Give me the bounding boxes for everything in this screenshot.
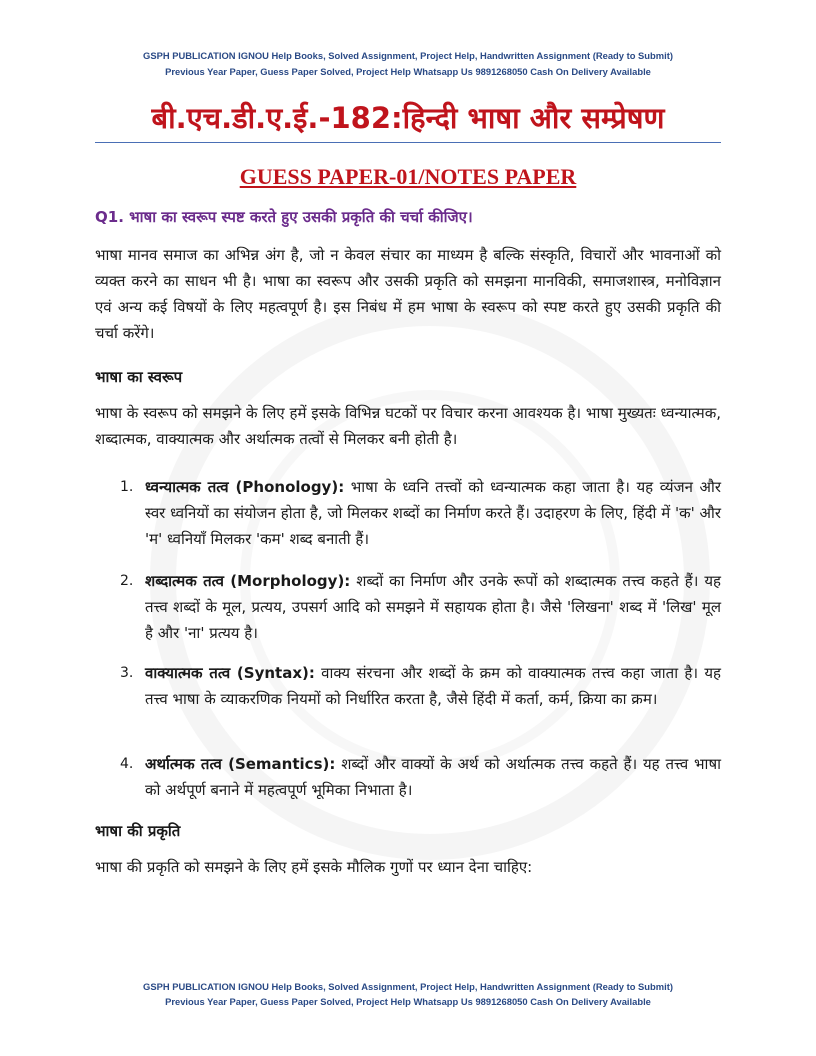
- list-item-number: 4.: [120, 756, 134, 772]
- footer-line-2: Previous Year Paper, Guess Paper Solved, Project Help Whatsapp Us 9891268050 Cash On Delivery Available: [165, 996, 651, 1007]
- list-item-text: वाक्य संरचना और शब्दों के क्रम को वाक्यात्मक तत्त्व कहा जाता है। यह तत्त्व भाषा के व्याकरणिक नियमों को निर्धारित करता है, जैसे हिंदी में कर्ता, कर्म, क्रिया का क्रम।: [145, 664, 721, 708]
- question-heading: Q1. भाषा का स्वरूप स्पष्ट करते हुए उसकी प्रकृति की चर्चा कीजिए।: [95, 208, 473, 226]
- list-item-term: वाक्यात्मक तत्व (Syntax):: [145, 664, 315, 682]
- header-line-1: GSPH PUBLICATION IGNOU Help Books, Solved Assignment, Project Help, Handwritten Assignment (Ready to Submit): [143, 50, 673, 61]
- title-divider: [95, 142, 721, 143]
- list-item-number: 1.: [120, 479, 134, 495]
- section-structure-intro: भाषा के स्वरूप को समझने के लिए हमें इसके विभिन्न घटकों पर विचार करना आवश्यक है। भाषा मुख्यतः ध्वन्यात्मक, शब्दात्मक, वाक्यात्मक और अर्थात्मक तत्वों से मिलकर बनी होती है।: [95, 404, 721, 448]
- list-item-term: शब्दात्मक तत्व (Morphology):: [145, 572, 351, 590]
- list-item-text: शब्दों का निर्माण और उनके रूपों को शब्दात्मक तत्त्व कहते हैं। यह तत्त्व शब्दों के मूल, प्रत्यय, उपसर्ग आदि को समझने में सहायक होता है। जैसे 'लिखना' शब्द में 'लिख' मूल है और 'ना' प्रत्यय है।: [145, 572, 721, 642]
- list-item-term: ध्वन्यात्मक तत्व (Phonology):: [145, 478, 345, 496]
- section-nature-intro: भाषा की प्रकृति को समझने के लिए हमें इसके मौलिक गुणों पर ध्यान देना चाहिए:: [95, 858, 533, 876]
- list-item-body: [145, 660, 721, 712]
- list-item-term: अर्थात्मक तत्व (Semantics):: [145, 755, 336, 773]
- list-item-number: 2.: [120, 573, 134, 589]
- section-heading-nature: भाषा की प्रकृति: [95, 822, 181, 840]
- list-item-text: भाषा के ध्वनि तत्त्वों को ध्वन्यात्मक कहा जाता है। यह व्यंजन और स्वर ध्वनियों का संयोजन होता है, जो मिलकर शब्दों का निर्माण करते हैं। उदाहरण के लिए, हिंदी में 'क' और 'म' ध्वनियाँ मिलकर 'कम' शब्द बनाती हैं।: [145, 478, 722, 548]
- document-title: बी.एच.डी.ए.ई.-182:हिन्दी भाषा और सम्प्रेषण: [151, 101, 665, 135]
- list-item-text: शब्दों और वाक्यों के अर्थ को अर्थात्मक तत्त्व कहते हैं। यह तत्त्व भाषा को अर्थपूर्ण बनाने में महत्वपूर्ण भूमिका निभाता है।: [145, 755, 721, 799]
- list-item-number: 3.: [120, 665, 134, 681]
- list-item-body: [145, 474, 721, 552]
- header-line-2: Previous Year Paper, Guess Paper Solved, Project Help Whatsapp Us 9891268050 Cash On Delivery Available: [165, 66, 651, 77]
- list-item-body: [145, 568, 721, 646]
- footer-line-1: GSPH PUBLICATION IGNOU Help Books, Solved Assignment, Project Help, Handwritten Assignment (Ready to Submit): [143, 981, 673, 992]
- intro-paragraph: भाषा मानव समाज का अभिन्न अंग है, जो न केवल संचार का माध्यम है बल्कि संस्कृति, विचारों और भावनाओं को व्यक्त करने का साधन भी है। भाषा का स्वरूप और उसकी प्रकृति को समझना मानविकी, समाजशास्त्र, मनोविज्ञान एवं अन्य कई विषयों के लिए महत्वपूर्ण है। इस निबंध में हम भाषा के स्वरूप को स्पष्ट करते हुए उसकी प्रकृति की चर्चा करेंगे।: [95, 246, 721, 342]
- section-heading-structure: भाषा का स्वरूप: [95, 368, 183, 386]
- document-subtitle: GUESS PAPER-01/NOTES PAPER: [239, 164, 577, 189]
- list-item-body: [145, 751, 721, 803]
